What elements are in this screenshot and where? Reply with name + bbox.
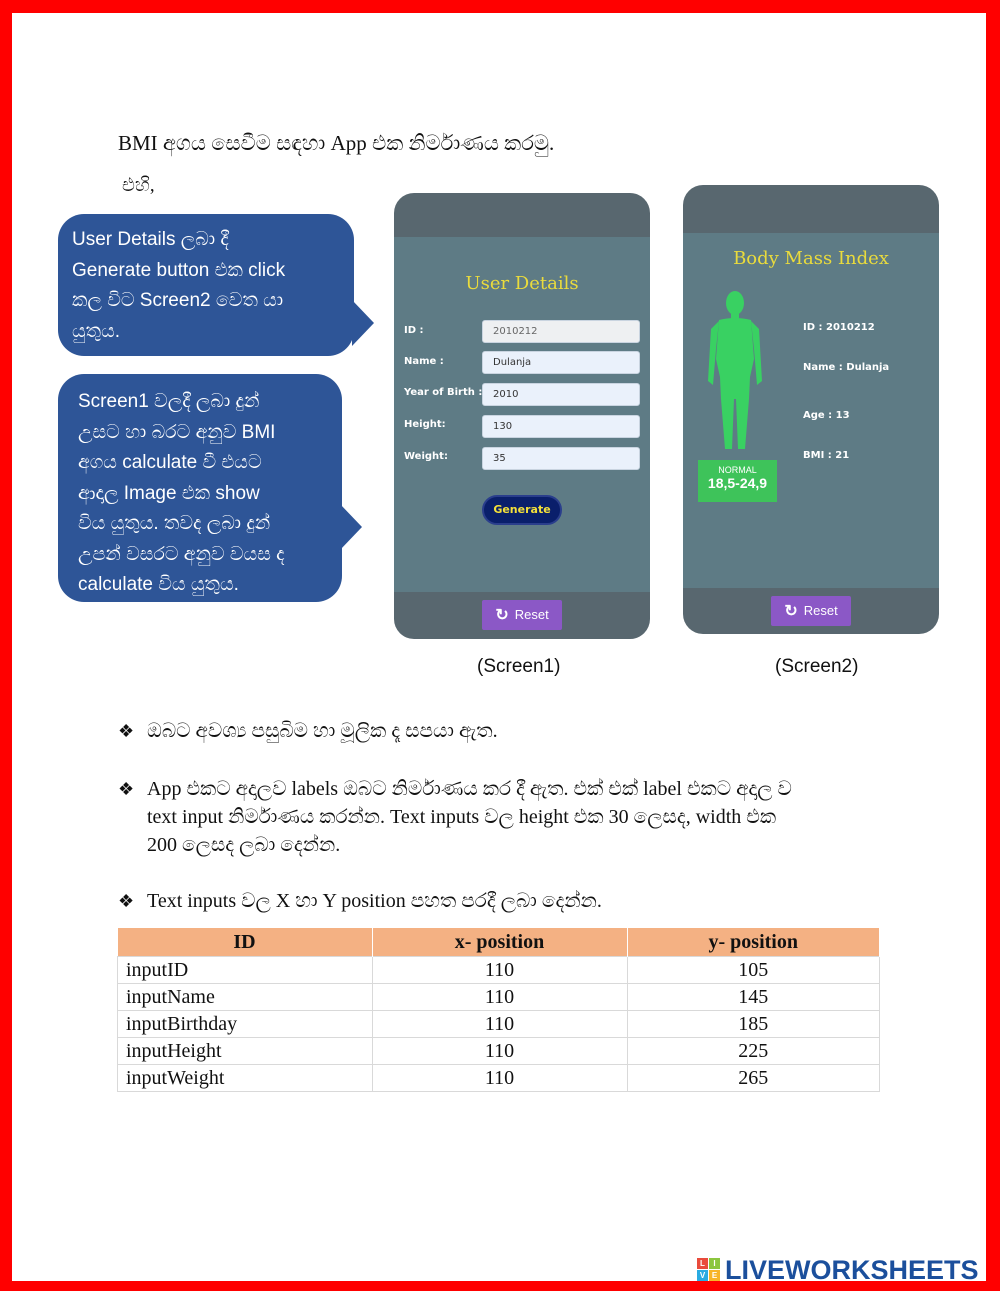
bubble-line: ආදාල Image එක show xyxy=(78,482,260,504)
bullet-item xyxy=(118,775,792,859)
birth-year-label: Year of Birth : xyxy=(404,387,483,398)
reset-button[interactable] xyxy=(482,600,562,630)
table-cell: 110 xyxy=(372,1065,627,1092)
intro-text: එහි, xyxy=(122,175,155,196)
bmi-range: 18,5-24,9 xyxy=(707,475,768,491)
result-name: Name : Dulanja xyxy=(803,362,890,373)
reset-label: Reset xyxy=(803,603,838,618)
table-row xyxy=(118,1065,880,1092)
table-cell: inputWeight xyxy=(118,1065,373,1092)
table-header-row xyxy=(118,928,880,957)
table-cell: inputName xyxy=(118,984,373,1011)
bullet-item xyxy=(118,887,602,915)
bullet-text: text input නිර්මාණය කරන්න. Text inputs වල height එක 30 ලෙසද, width එක xyxy=(147,806,777,828)
logo-mark-icon: L I V E xyxy=(697,1258,721,1282)
bubble-line: විය යුතුය. තවද ලබා දුන් xyxy=(78,513,271,534)
bubble-line: යුතුය. xyxy=(72,320,121,342)
phone-screen1 xyxy=(394,193,650,639)
bubble-line: උසට හා බරට අනුව BMI xyxy=(78,421,276,443)
table-cell: 145 xyxy=(627,984,880,1011)
screen1-content xyxy=(394,237,650,592)
liveworksheets-logo xyxy=(697,1256,979,1284)
bullet-text: 200 ලෙසද ලබා දෙන්න. xyxy=(147,834,341,856)
page-title: BMI අගය සෙවීම සඳහා App එක නිර්මාණය කරමු. xyxy=(118,131,555,155)
bubble-line: කල විට Screen2 වෙත යා xyxy=(72,290,284,311)
reset-button[interactable] xyxy=(771,596,851,626)
birth-year-input[interactable]: 2010 xyxy=(482,383,640,406)
human-body-image xyxy=(705,289,765,453)
bmi-status-label: NORMAL xyxy=(718,465,757,475)
table-cell: inputID xyxy=(118,957,373,984)
weight-label: Weight: xyxy=(404,451,448,462)
screen1-heading: User Details xyxy=(465,273,579,294)
bmi-status-badge xyxy=(698,460,777,502)
bullet-text: ඔබට අවශ්‍ය පසුබිම හා මූලික දෑ සපයා ඇත. xyxy=(147,720,498,742)
height-label: Height: xyxy=(404,419,446,430)
table-cell: 110 xyxy=(372,957,627,984)
table-cell: 110 xyxy=(372,1011,627,1038)
table-row xyxy=(118,957,880,984)
screen2-content xyxy=(683,233,939,588)
refresh-icon: ↻ xyxy=(784,603,798,620)
bullet-text: Text inputs වල X හා Y position පහත පරදී ලබා දෙන්න. xyxy=(147,890,602,912)
height-input[interactable]: 130 xyxy=(482,415,640,438)
position-table xyxy=(117,928,880,1092)
table-cell: 110 xyxy=(372,1038,627,1065)
bubble-line: උපන් වසරට අනුව වයස ද xyxy=(78,543,285,565)
bubble-line: calculate විය යුතුය. xyxy=(78,574,239,595)
speech-bubble-user-details xyxy=(58,214,354,356)
refresh-icon: ↻ xyxy=(495,607,509,624)
bubble-line: Generate button එක click xyxy=(72,259,286,281)
table-row xyxy=(118,1038,880,1065)
table-header: ID xyxy=(118,928,373,957)
bullet-text: App එකට අදාලව labels ඔබට නිර්මාණය කර දී ඇත. එක් එක් label එකට අදාල ව xyxy=(147,778,792,800)
bubble-line: User Details ලබා දී xyxy=(72,229,229,250)
table-cell: 185 xyxy=(627,1011,880,1038)
weight-input[interactable]: 35 xyxy=(482,447,640,470)
bullet-item xyxy=(118,717,498,745)
result-bmi: BMI : 21 xyxy=(803,450,850,461)
bubble-line: අගය calculate වී එයට xyxy=(78,452,262,473)
bubble-tail xyxy=(352,300,374,346)
bubble-line: Screen1 වලදී ලබා දුන් xyxy=(78,391,260,412)
result-id: ID : 2010212 xyxy=(803,322,875,333)
table-cell: 105 xyxy=(627,957,880,984)
table-row xyxy=(118,984,880,1011)
screen2-caption: (Screen2) xyxy=(775,656,859,677)
reset-label: Reset xyxy=(514,607,549,622)
table-cell: inputBirthday xyxy=(118,1011,373,1038)
speech-bubble-screen1-bmi xyxy=(58,374,342,602)
table-cell: inputHeight xyxy=(118,1038,373,1065)
diamond-bullet-icon: ❖ xyxy=(118,779,135,799)
table-cell: 225 xyxy=(627,1038,880,1065)
table-header: y- position xyxy=(627,928,880,957)
name-input[interactable]: Dulanja xyxy=(482,351,640,374)
phone-screen2 xyxy=(683,185,939,634)
id-input[interactable]: 2010212 xyxy=(482,320,640,343)
diamond-bullet-icon: ❖ xyxy=(118,721,135,741)
diamond-bullet-icon: ❖ xyxy=(118,891,135,911)
generate-button[interactable]: Generate xyxy=(482,495,562,525)
screen2-heading: Body Mass Index xyxy=(733,248,889,269)
result-age: Age : 13 xyxy=(803,410,850,421)
table-header: x- position xyxy=(372,928,627,957)
table-cell: 110 xyxy=(372,984,627,1011)
table-cell: 265 xyxy=(627,1065,880,1092)
id-label: ID : xyxy=(404,325,424,336)
name-label: Name : xyxy=(404,356,444,367)
bubble-tail xyxy=(340,504,362,550)
table-row xyxy=(118,1011,880,1038)
logo-text: LIVEWORKSHEETS xyxy=(725,1255,979,1285)
screen1-caption: (Screen1) xyxy=(477,656,561,677)
